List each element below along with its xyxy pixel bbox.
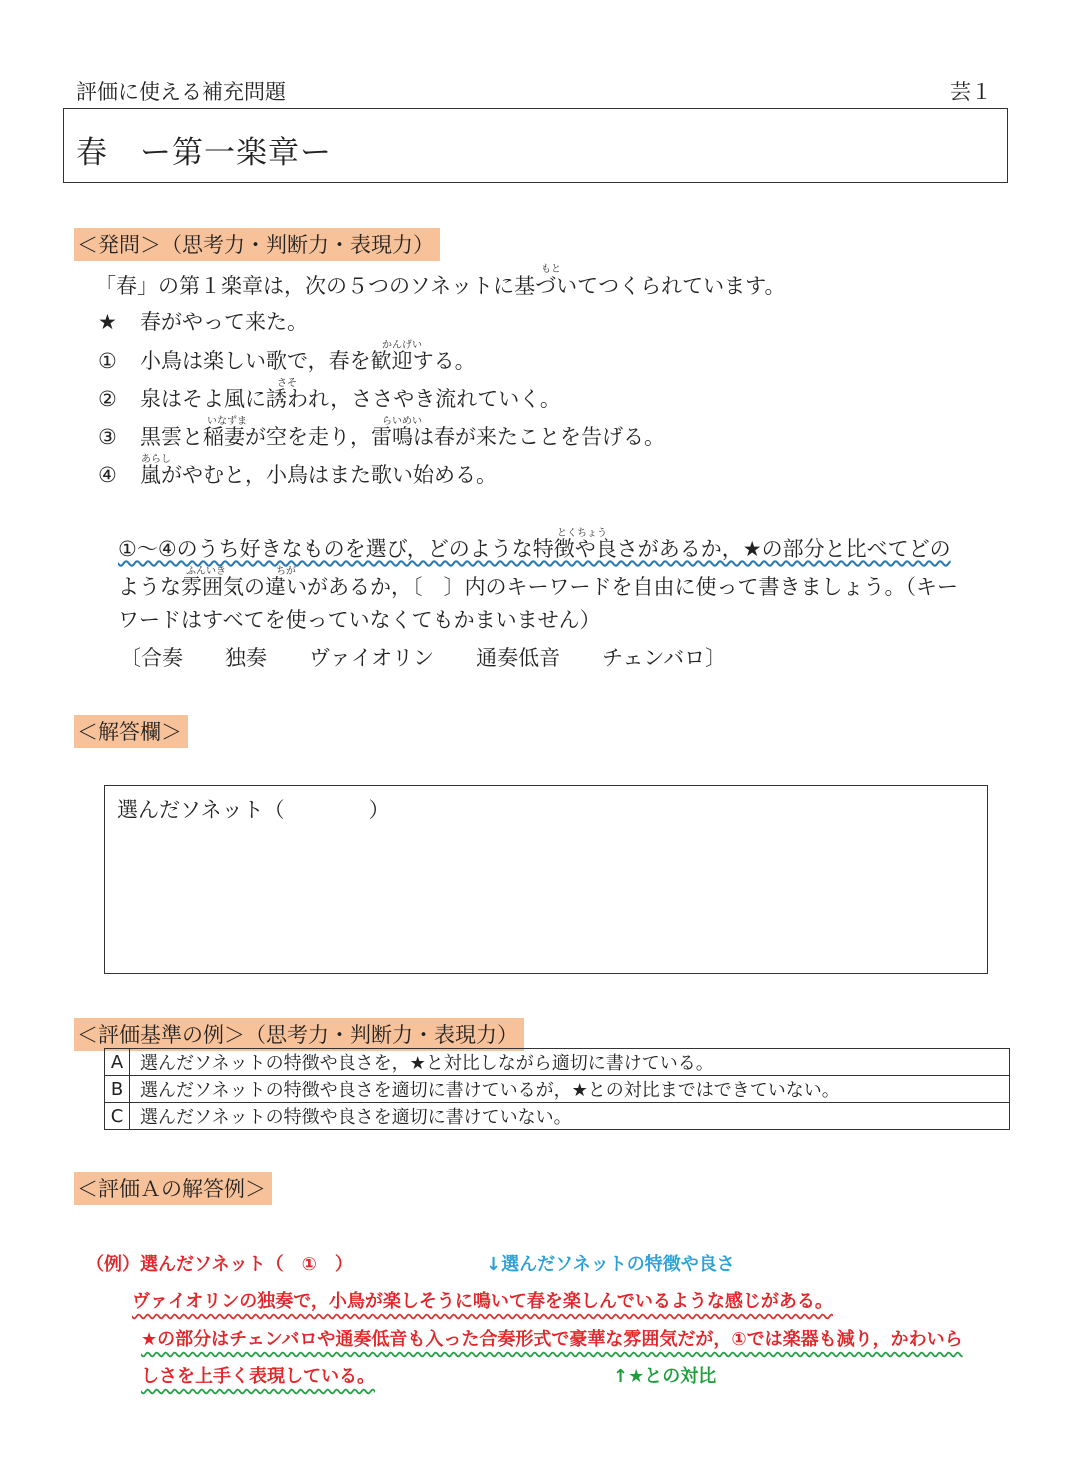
instruction-text: ①〜④のうち好きなものを選び，どのような特徴や良さがあるか，★の部分と比べてどの [118,537,951,561]
ruby-tokuchou: とくちょう [557,528,607,539]
sonnet-4 [98,459,497,489]
keyword: 通奏低音 [476,646,561,670]
sonnet-2 [98,383,561,413]
example-note-features: ↓選んだソネットの特徴や良さ [486,1254,735,1275]
example-label: （例）選んだソネット（ ① ） [86,1254,353,1275]
grade-cell: A [105,1049,130,1076]
keyword: ヴァイオリン [309,646,435,670]
criteria-cell: 選んだソネットの特徴や良さを，★と対比しながら適切に書けている。 [130,1049,1010,1076]
example-heading: ＜評価Ａの解答例＞ [74,1172,272,1205]
table-row [105,1076,1010,1103]
example-line-1 [132,1287,833,1313]
sonnet-text: 小鳥は楽しい歌で，春を歓迎する。 [140,349,476,373]
keyword: チェンバロ〕 [602,646,727,670]
ruby-moto: もと [541,264,561,275]
sonnet-text: 春がやって来た。 [140,310,308,334]
question-heading: ＜発問＞（思考力・判断力・表現力） [74,228,440,261]
ruby-funiki: ふんいき [186,566,226,577]
example-line-2 [141,1325,963,1351]
answer-label: 選んだソネット（ ） [117,798,390,822]
document-header-right: 芸１ [950,80,992,104]
criteria-cell: 選んだソネットの特徴や良さを適切に書けているが，★との対比まではできていない。 [130,1076,1010,1103]
example-text: しさを上手く表現している。 [141,1366,375,1387]
sonnet-text: 嵐がやむと，小鳥はまた歌い始める。 [140,463,497,487]
sonnet-text: 泉はそよ風に誘われ，ささやき流れていく。 [140,387,561,411]
sonnet-mark: ★ [98,310,117,334]
table-row [105,1103,1010,1130]
keyword-list [120,642,726,672]
ruby-arashi: あらし [141,454,171,465]
ruby-inazuma: いなずま [207,416,247,427]
ruby-raimei: らいめい [382,416,422,427]
sonnet-mark: ④ [98,463,117,487]
ruby-kangei: かんげい [382,340,422,351]
sonnet-mark: ② [98,387,117,411]
example-text: ★の部分はチェンバロや通奏低音も入った合奏形式で豪華な雰囲気だが，①では楽器も減り，かわいら [141,1329,963,1350]
ruby-saso: さそ [277,378,297,389]
instruction-line-2: ような雰囲気の違いがあるか，〔 〕内のキーワードを自由に使って書きましょう。（キー [118,575,958,599]
title-box [63,108,1008,183]
sonnet-mark: ① [98,349,117,373]
answer-heading: ＜解答欄＞ [74,715,188,748]
example-line-3 [141,1362,375,1388]
criteria-table [104,1048,1010,1130]
grade-cell: C [105,1103,130,1130]
criteria-heading: ＜評価基準の例＞（思考力・判断力・表現力） [74,1018,524,1051]
document-header-left: 評価に使える補充問題 [76,80,286,104]
example-text: ヴァイオリンの独奏で，小鳥が楽しそうに鳴いて春を楽しんでいるような感じがある。 [132,1291,833,1312]
keyword: 〔合奏 [120,646,183,670]
page-title: 春 ー第一楽章ー [76,135,332,171]
criteria-cell: 選んだソネットの特徴や良さを適切に書けていない。 [130,1103,1010,1130]
ruby-chigai: ちが [276,566,296,577]
instruction-line-3: ワードはすべてを使っていなくてもかまいません） [118,608,601,632]
instruction-line-1 [118,533,951,563]
keyword: 独奏 [225,646,267,670]
table-row [105,1049,1010,1076]
question-intro: 「春」の第１楽章は，次の５つのソネットに基づいてつくられています。 [95,274,786,298]
sonnet-mark: ③ [98,425,117,449]
sonnet-1 [98,345,476,375]
example-note-contrast: ↑★との対比 [613,1366,717,1387]
sonnet-3 [98,421,665,451]
answer-box[interactable] [104,785,988,974]
sonnet-star [98,306,308,336]
grade-cell: B [105,1076,130,1103]
sonnet-text: 黒雲と稲妻が空を走り，雷鳴は春が来たことを告げる。 [140,425,665,449]
